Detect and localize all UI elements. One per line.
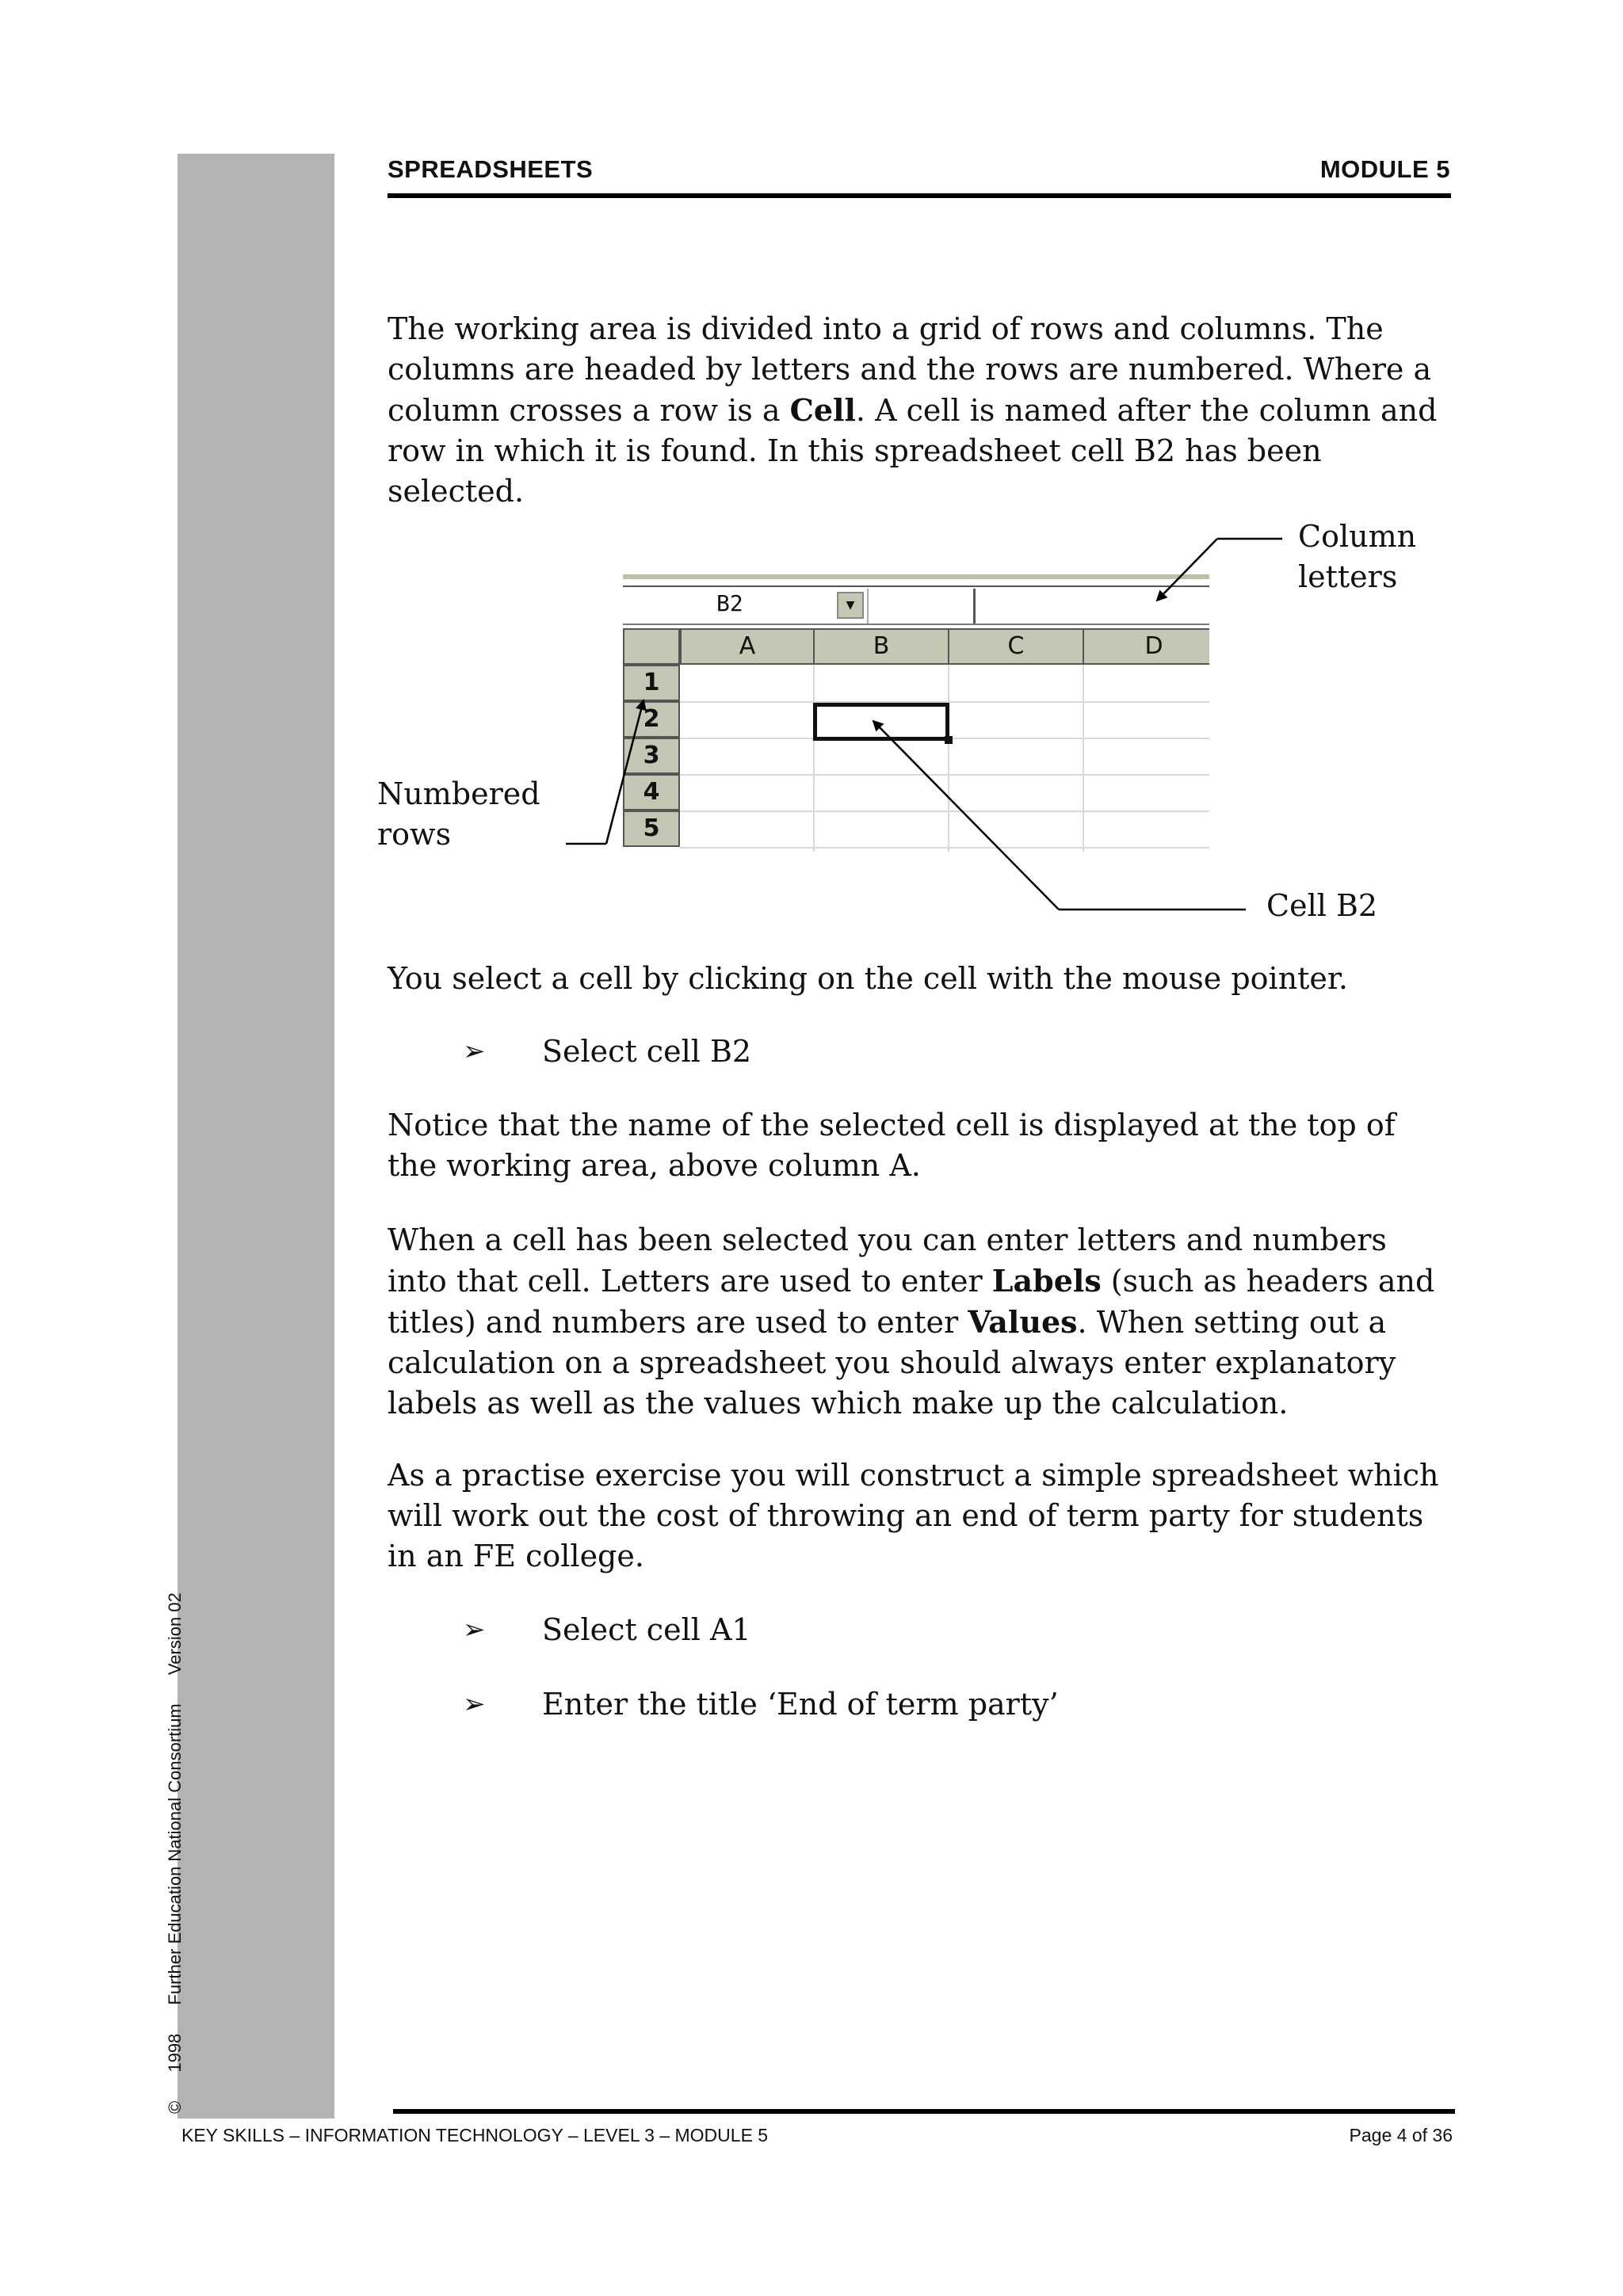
- bullet-select-b2: ➢ Select cell B2: [463, 1032, 751, 1072]
- row-header-1: 1: [623, 665, 680, 701]
- name-box-dropdown-icon: ▼: [837, 592, 864, 619]
- arrow-bullet-icon: ➢: [463, 1035, 486, 1067]
- header-title: SPREADSHEETS: [388, 155, 594, 183]
- select-all-corner: [623, 628, 680, 665]
- arrow-bullet-icon: ➢: [463, 1688, 486, 1720]
- grid-line: [948, 665, 949, 852]
- footer-course: KEY SKILLS – INFORMATION TECHNOLOGY – LEVEL 3 – MODULE 5: [181, 2125, 769, 2145]
- arrow-bullet-icon: ➢: [463, 1614, 486, 1646]
- formula-bar: [623, 585, 1209, 625]
- cell-b2-callout: Cell B2: [1266, 888, 1378, 923]
- bullet-enter-title: ➢ Enter the title ‘End of term party’: [463, 1684, 1059, 1725]
- intro-paragraph: The working area is divided into a grid of rows and columns. The columns are headed by letters and the rows are numbered. Where a column crosses a row is a Cell. A cell is named after the column and row in which it is found. In this spreadsheet cell B2 has been selected.: [388, 311, 1438, 509]
- footer-page-number: Page 4 of 36: [1349, 2125, 1453, 2145]
- term-cell: Cell: [789, 392, 856, 428]
- copyright-organisation: Further Education National Consortium: [165, 1703, 185, 2005]
- formula-bar-divider: [867, 589, 869, 624]
- exercise-paragraph: As a practise exercise you will construct a simple spreadsheet which will work out the cost of throwing an end of term party for students in an FE college.: [388, 1458, 1439, 1573]
- column-header-d: D: [1083, 628, 1209, 665]
- header-rule: [388, 193, 1451, 198]
- grid-line: [680, 774, 1209, 776]
- grid-line: [680, 810, 1209, 812]
- footer-rule: [393, 2109, 1455, 2114]
- row-header-5: 5: [623, 810, 680, 847]
- row-header-4: 4: [623, 774, 680, 810]
- spreadsheet-figure: [623, 574, 1209, 852]
- column-letters-callout: Column letters: [1298, 519, 1417, 594]
- column-header-b: B: [813, 628, 949, 665]
- labels-values-paragraph: When a cell has been selected you can enter letters and numbers into that cell. Letters are used to enter Labels (such as headers and titles) and numbers are used to enter Values. When setting out a calculation on a spreadsheet you should always enter explanatory labels as well as the values which make up the calculation.: [388, 1222, 1435, 1421]
- column-header-a: A: [680, 628, 815, 665]
- grid-line: [813, 665, 815, 852]
- copyright-symbol: ©: [165, 2100, 185, 2114]
- fill-handle: [945, 736, 953, 744]
- formula-bar-divider: [973, 589, 976, 624]
- notice-paragraph: Notice that the name of the selected cell is displayed at the top of the working area, above column A.: [388, 1108, 1396, 1183]
- sidebar-copyright: [165, 1569, 185, 2114]
- row-header-2: 2: [623, 701, 680, 738]
- column-header-c: C: [948, 628, 1084, 665]
- toolbar-edge: [623, 574, 1209, 579]
- sidebar-band: [178, 154, 334, 2119]
- bullet-select-a1: ➢ Select cell A1: [463, 1610, 751, 1650]
- term-labels: Labels: [991, 1263, 1102, 1299]
- selected-cell-b2: [813, 703, 949, 741]
- name-box: [623, 587, 853, 624]
- numbered-rows-callout: Numbered rows: [377, 776, 540, 852]
- grid-line: [680, 847, 1209, 849]
- header-module: MODULE 5: [1319, 155, 1450, 183]
- grid-line: [1083, 665, 1084, 852]
- name-box-value: B2: [716, 590, 743, 616]
- term-values: Values: [968, 1304, 1078, 1340]
- row-header-3: 3: [623, 738, 680, 774]
- select-paragraph: You select a cell by clicking on the cell with the mouse pointer.: [388, 961, 1348, 996]
- copyright-year: 1998: [165, 2033, 185, 2073]
- document-version: Version 02: [165, 1592, 185, 1676]
